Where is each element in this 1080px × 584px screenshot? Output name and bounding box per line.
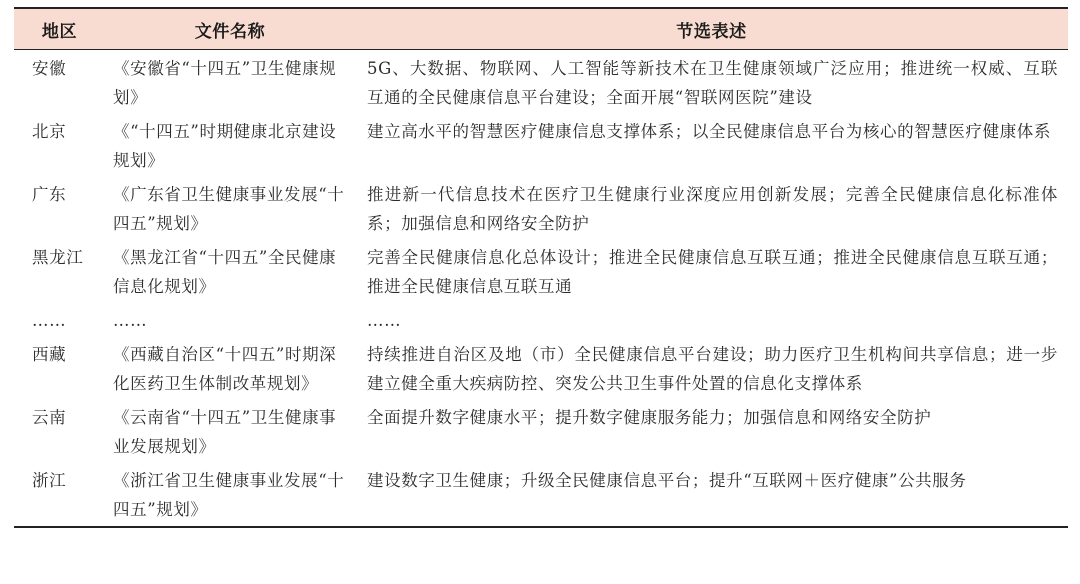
table-header (14, 8, 1068, 50)
file-name-cell: 《西藏自治区“十四五”时期深化医药卫生体制改革规划》 (113, 345, 337, 393)
file-name-cell: …… (113, 311, 148, 330)
excerpt-cell: 5G、大数据、物联网、人工智能等新技术在卫生健康领域广泛应用；推进统一权威、互联互通的全民健康信息平台建设；全面开展“智联网医院”建设 (367, 59, 1058, 107)
table-row (14, 339, 1068, 402)
region-cell: 北京 (32, 122, 67, 141)
table-row (14, 179, 1068, 242)
excerpt-cell: 全面提升数字健康水平；提升数字健康服务能力；加强信息和网络安全防护 (367, 408, 932, 427)
region-cell: …… (32, 311, 67, 330)
excerpt-cell: 建设数字卫生健康；升级全民健康信息平台；提升“互联网＋医疗健康”公共服务 (355, 465, 1068, 527)
region-cell: 西藏 (32, 345, 67, 364)
file-name-cell: 《安徽省“十四五”卫生健康规划》 (113, 59, 337, 107)
excerpt-cell: 推进新一代信息技术在医疗卫生健康行业深度应用创新发展；完善全民健康信息化标准体系；加强信息和网络安全防护 (367, 185, 1058, 233)
region-cell: 黑龙江 (32, 248, 84, 267)
excerpt-cell: …… (367, 311, 402, 330)
file-name-cell: 《浙江省卫生健康事业发展“十四五”规划》 (105, 465, 355, 527)
file-name-cell: 《黑龙江省“十四五”全民健康信息化规划》 (113, 248, 337, 296)
table-row (14, 242, 1068, 305)
policy-table (14, 7, 1068, 528)
file-name-cell: 《“十四五”时期健康北京建设规划》 (113, 122, 337, 170)
table-row-ellipsis (14, 305, 1068, 339)
region-cell: 浙江 (14, 465, 105, 527)
table-row (14, 402, 1068, 465)
table-row (14, 116, 1068, 179)
excerpt-cell: 完善全民健康信息化总体设计；推进全民健康信息互联互通；推进全民健康信息互联互通；推进全民健康信息互联互通 (367, 248, 1058, 296)
header-file-name: 文件名称 (105, 8, 355, 50)
header-region: 地区 (14, 8, 105, 50)
region-cell: 安徽 (32, 59, 67, 78)
header-row (14, 8, 1068, 50)
excerpt-cell: 持续推进自治区及地（市）全民健康信息平台建设；助力医疗卫生机构间共享信息；进一步建立健全重大疾病防控、突发公共卫生事件处置的信息化支撑体系 (367, 345, 1058, 393)
excerpt-cell: 建立高水平的智慧医疗健康信息支撑体系；以全民健康信息平台为核心的智慧医疗健康体系 (367, 122, 1051, 141)
region-cell: 云南 (32, 408, 67, 427)
table-body (14, 50, 1068, 528)
header-excerpt: 节选表述 (355, 8, 1068, 50)
table-row (14, 50, 1068, 117)
file-name-cell: 《云南省“十四五”卫生健康事业发展规划》 (113, 408, 337, 456)
region-cell: 广东 (32, 185, 67, 204)
table-row (14, 465, 1068, 527)
file-name-cell: 《广东省卫生健康事业发展“十四五”规划》 (113, 185, 345, 233)
